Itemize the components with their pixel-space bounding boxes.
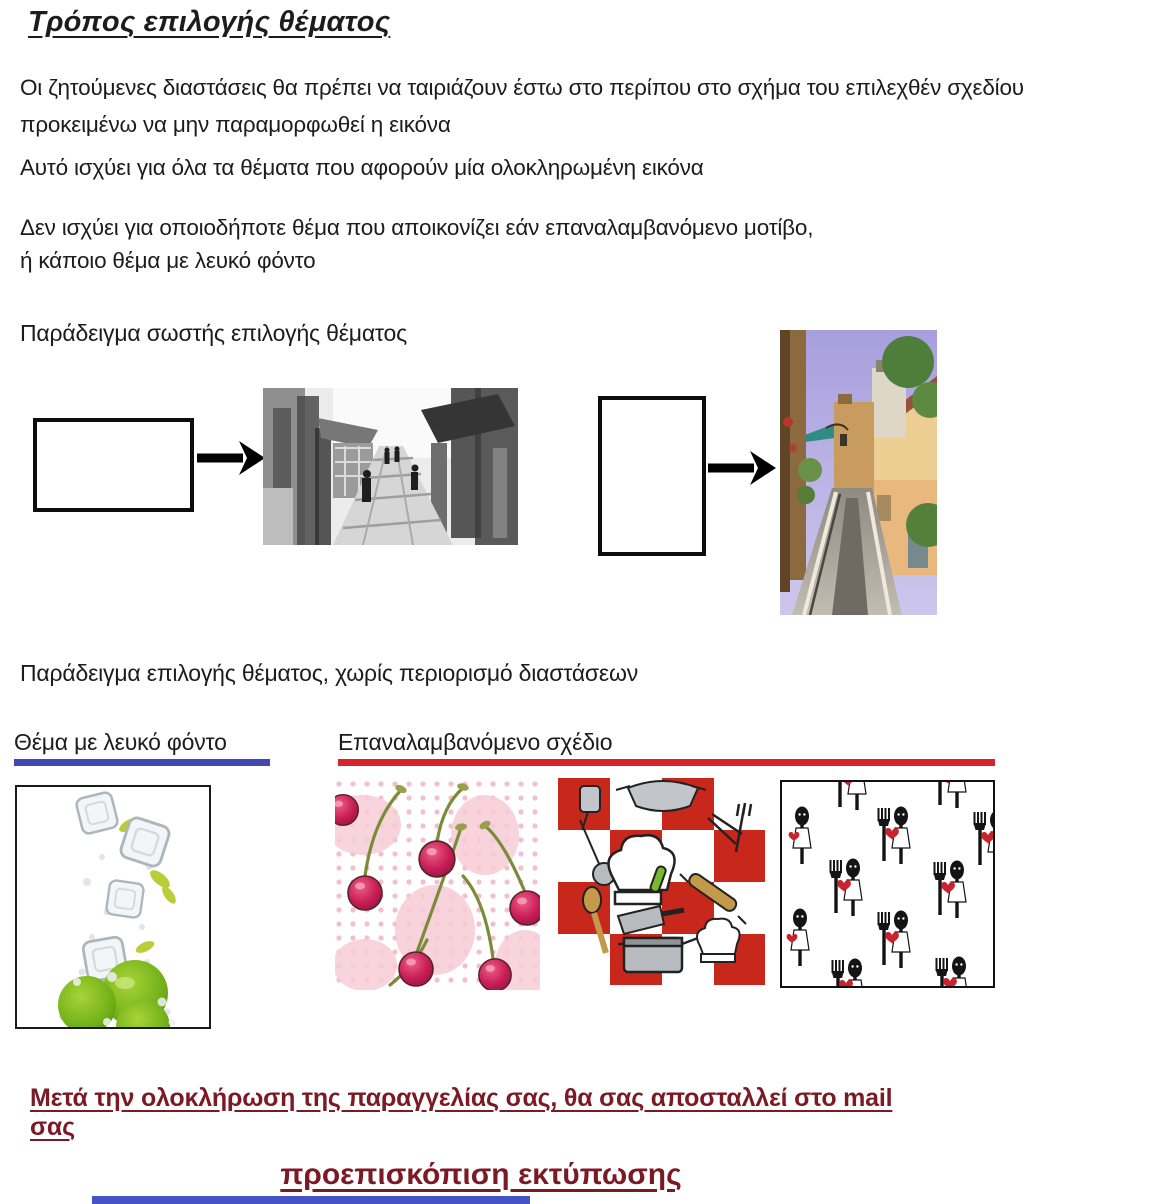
repeating-pattern-label: Επαναλαμβανόμενο σχέδιο xyxy=(338,729,613,755)
white-background-label: Θέμα με λευκό φόντο xyxy=(14,729,227,755)
cutlery-pattern-image xyxy=(780,780,995,988)
footer-notice xyxy=(30,1084,932,1192)
cherry-pattern-image xyxy=(335,780,540,990)
correct-example-label: Παράδειγμα σωστής επιλογής θέματος xyxy=(20,320,407,346)
no-limit-example-label: Παράδειγμα επιλογής θέματος, χωρίς περιορισμό διαστάσεων xyxy=(20,660,639,686)
footer-accent-bar xyxy=(92,1196,530,1204)
portrait-dimension-box xyxy=(598,396,706,556)
footer-notice-line2: προεπισκόπιση εκτύπωσης xyxy=(280,1158,682,1191)
intro-paragraph-1-line1: Οι ζητούμενες διαστάσεις θα πρέπει να ταιριάζουν έστω στο περίπου στο σχήμα του επιλεχθέν σχεδίου xyxy=(20,75,1024,100)
bw-street-painting-image xyxy=(263,388,518,545)
intro-paragraph-3-line1: Δεν ισχύει για οποιοδήποτε θέμα που αποικονίζει εάν επαναλαμβανόμενο μοτίβο, xyxy=(20,215,814,240)
right-arrow-icon xyxy=(197,438,265,478)
right-arrow-icon xyxy=(708,448,776,488)
intro-paragraph-3 xyxy=(20,211,1100,277)
kitchen-pattern-image xyxy=(558,778,765,985)
watercolor-street-image xyxy=(780,330,937,615)
limes-ice-image xyxy=(15,785,211,1029)
intro-paragraph-1-line2: προκειμένω να μην παραμορφωθεί η εικόνα xyxy=(20,112,451,137)
intro-paragraph-2: Αυτό ισχύει για όλα τα θέματα που αφορούν μία ολοκληρωμένη εικόνα xyxy=(20,155,704,180)
page-title: Τρόπος επιλογής θέματος xyxy=(28,6,391,38)
landscape-dimension-box xyxy=(33,418,194,512)
intro-paragraph-1 xyxy=(20,69,1100,143)
blue-underline-bar xyxy=(14,759,270,766)
red-underline-bar xyxy=(338,759,995,766)
footer-notice-line1: Μετά την ολοκλήρωση της παραγγελίας σας, θα σας αποσταλλεί στο mail σας xyxy=(30,1084,893,1141)
intro-paragraph-3-line2: ή κάποιο θέμα με λευκό φόντο xyxy=(20,248,316,273)
